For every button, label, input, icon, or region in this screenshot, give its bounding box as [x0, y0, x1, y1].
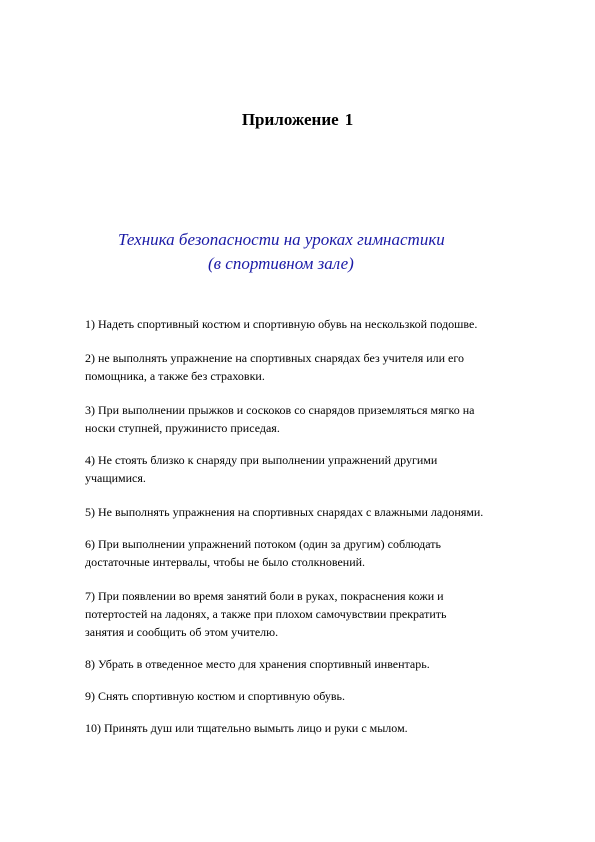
rule-line: 5) Не выполнять упражнения на спортивных снарядах с влажными ладонями.	[85, 505, 484, 519]
rule-line: занятия и сообщить об этом учителю.	[85, 625, 279, 639]
rule-item	[85, 401, 555, 437]
rule-line: 3) При выполнении прыжков и соскоков со снарядов приземляться мягко на	[85, 403, 475, 417]
rule-line: носки ступней, пружинисто приседая.	[85, 421, 280, 435]
rule-item	[85, 587, 555, 641]
appendix-number: 1	[344, 110, 354, 129]
rule-line: достаточные интервалы, чтобы не было столкновений.	[85, 555, 366, 569]
rule-line: 6) При выполнении упражнений потоком (один за другим) соблюдать	[85, 537, 441, 551]
appendix-title	[0, 110, 595, 130]
rule-line: 1) Надеть спортивный костюм и спортивную обувь на нескользкой подошве.	[85, 317, 478, 331]
rule-item	[85, 687, 555, 705]
rule-item	[85, 535, 555, 571]
rule-item	[85, 655, 555, 673]
rule-line: 7) При появлении во время занятий боли в руках, покраснения кожи и	[85, 589, 444, 603]
rule-item	[85, 315, 555, 333]
rule-line: 9) Снять спортивную костюм и спортивную обувь.	[85, 689, 345, 703]
rule-line: учащимися.	[85, 471, 146, 485]
rule-line: 2) не выполнять упражнение на спортивных снарядах без учителя или его	[85, 351, 464, 365]
rule-line: помощника, а также без страховки.	[85, 369, 265, 383]
rule-line: 10) Принять душ или тщательно вымыть лицо и руки с мылом.	[85, 721, 408, 735]
safety-subtitle	[0, 228, 595, 276]
rule-line: 4) Не стоять близко к снаряду при выполнении упражнений другими	[85, 453, 438, 467]
rule-item	[85, 451, 555, 487]
rule-item	[85, 349, 555, 385]
rule-item	[85, 503, 555, 521]
rule-line: 8) Убрать в отведенное место для хранения спортивный инвентарь.	[85, 657, 430, 671]
subtitle-line-2: (в спортивном зале)	[208, 254, 354, 273]
subtitle-line-1: Техника безопасности на уроках гимнастики	[118, 230, 445, 249]
appendix-label: Приложение	[241, 110, 339, 129]
rule-item	[85, 719, 555, 737]
rule-line: потертостей на ладонях, а также при плохом самочувствии прекратить	[85, 607, 447, 621]
